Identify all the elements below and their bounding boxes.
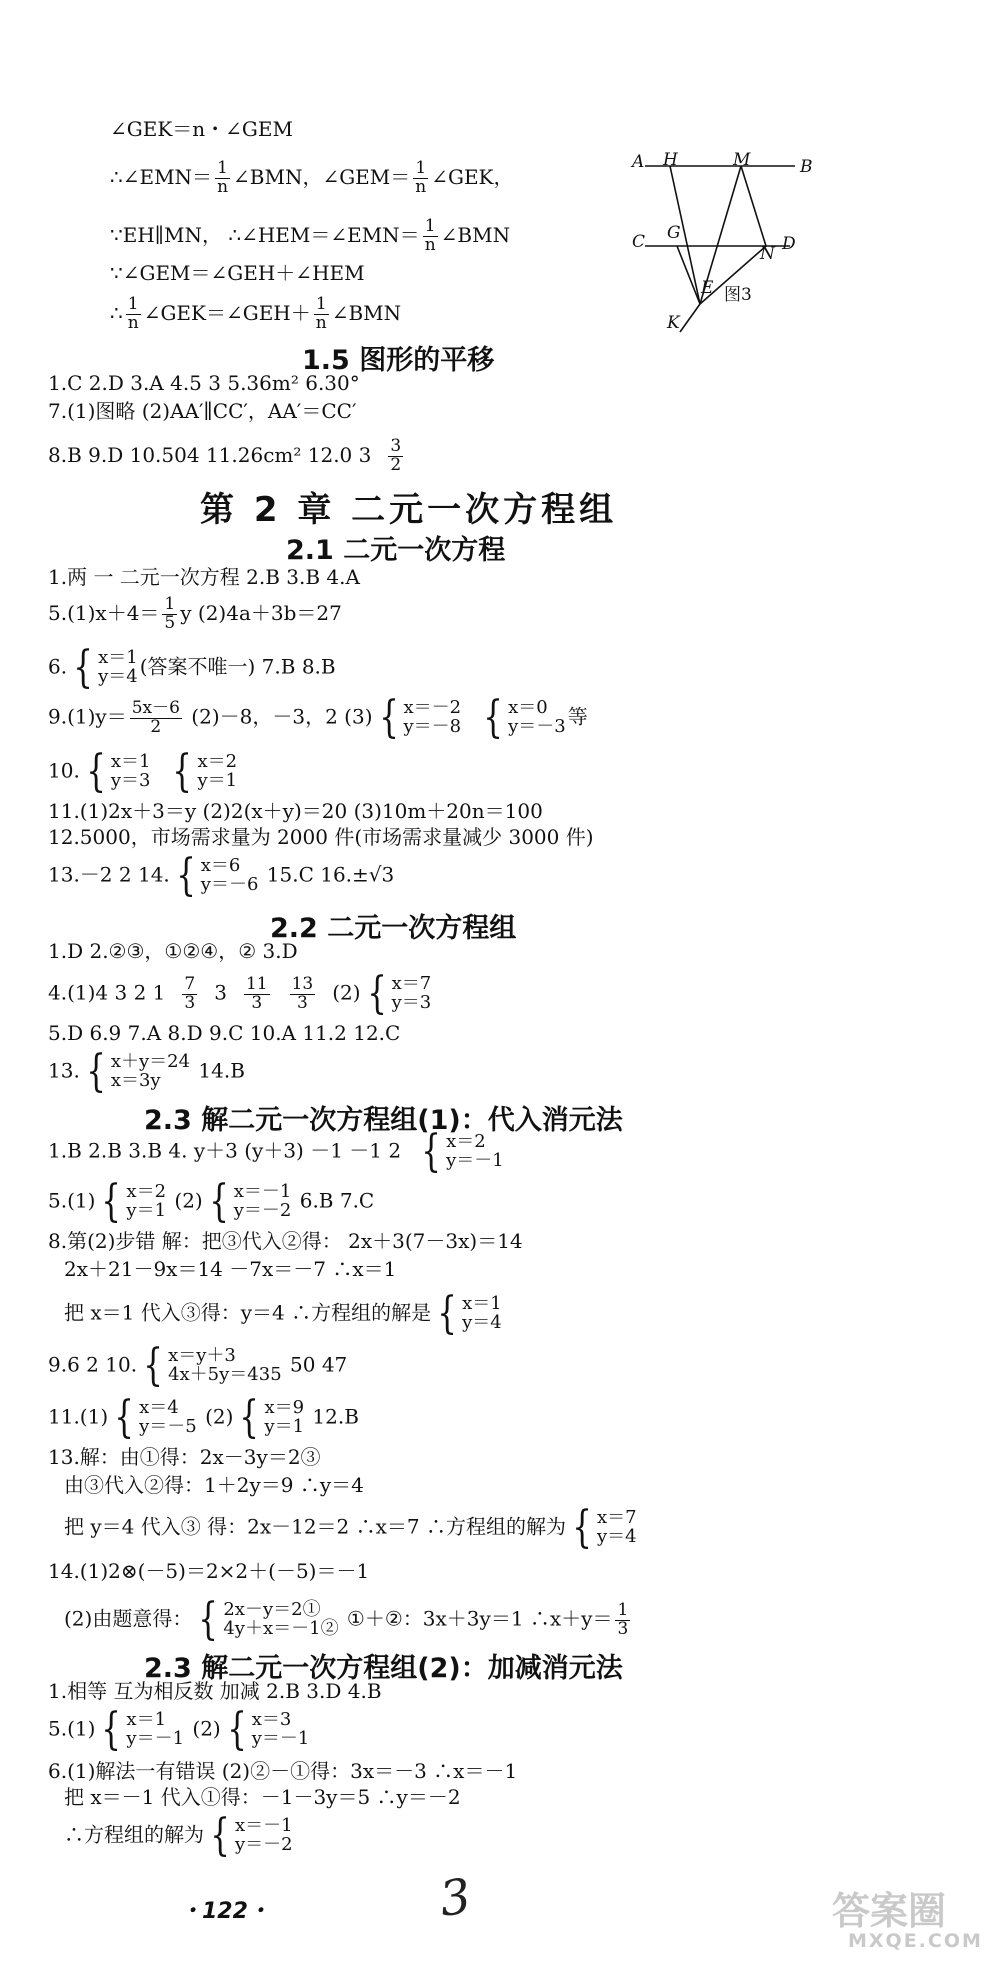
answer-line: 2x＋21－9x＝14 －7x＝－7 ∴x＝1 [64, 1257, 397, 1281]
page-number: ・122・ [180, 1899, 270, 1924]
answer-line: 1.B 2.B 3.B 4. y＋3 (y＋3) －1 －1 2 { x＝2 y＝－1 [48, 1126, 504, 1177]
answer-line: 10. { x＝1 y＝3 { x＝2 y＝1 [48, 746, 238, 797]
section-title-2-2: 2.2 二元一次方程组 [270, 913, 517, 944]
answer-line: 9.(1)y＝ $\frac{5x-6}{2}$ (2)－8，－3，2 (3) { x＝－2 y＝－8 { x＝0 y＝－3 等 [48, 692, 588, 743]
answer-line: 5.D 6.9 7.A 8.D 9.C 10.A 11.2 12.C [48, 1021, 401, 1045]
answer-line: 把 x＝1 代入③得：y＝4 ∴方程组的解是 { x＝1 y＝4 [64, 1288, 502, 1339]
proof-line-4: ∵∠GEM＝∠GEH＋∠HEM [110, 261, 365, 285]
figure-caption: 图3 [724, 285, 752, 305]
figure-label-a: A [632, 152, 645, 172]
figure-label-g: G [667, 223, 681, 243]
figure-label-k: K [667, 313, 680, 333]
section-title-2-1: 2.1 二元一次方程 [286, 535, 506, 566]
figure-label-e: E [701, 278, 714, 298]
watermark-url: MXQE.COM [848, 1930, 983, 1952]
answer-line: 11.(1) { x＝4 y＝－5 (2) { x＝9 y＝1 12.B [48, 1392, 359, 1443]
answer-line: 6.(1)解法一有错误 (2)②－①得：3x＝－3 ∴x＝－1 [48, 1759, 518, 1783]
figure-label-c: C [632, 232, 646, 252]
answer-line: ∴方程组的解为 { x＝－1 y＝－2 [64, 1810, 293, 1861]
answer-line: 1.C 2.D 3.A 4.5 3 5.36m² 6.30° [48, 371, 360, 395]
answer-line: 5.(1) { x＝1 y＝－1 (2) { x＝3 y＝－1 [48, 1704, 310, 1755]
line-mn [741, 166, 766, 246]
handwritten-mark: 3 [436, 1868, 475, 1928]
answer-line: 1.相等 互为相反数 加减 2.B 3.D 4.B [48, 1679, 382, 1703]
answer-line: 1.D 2.②③，①②④，② 3.D [48, 939, 298, 963]
proof-line-3: ∵EH∥MN， ∴∠HEM＝∠EMN＝ $\frac{1}{n}$ ∠BMN [110, 216, 511, 255]
answer-line: 13.解：由①得：2x－3y＝2③ [48, 1445, 321, 1469]
answer-line: 把 x＝－1 代入①得：－1－3y＝5 ∴y＝－2 [64, 1785, 461, 1809]
figure-label-d: D [782, 234, 796, 254]
figure-label-b: B [800, 157, 813, 177]
answer-line: 7.(1)图略 (2)AA′∥CC′，AA′＝CC′ [48, 399, 357, 423]
answer-line: 6. { x＝1 y＝4 (答案不唯一) 7.B 8.B [48, 642, 336, 693]
answer-line: (2)由题意得： { 2x－y＝2① 4y＋x＝－1② ①＋②：3x＋3y＝1 ∴x＋y＝ $\frac{1}{3}$ [64, 1594, 629, 1645]
answer-line: 5.(1) { x＝2 y＝1 (2) { x＝－1 y＝－2 6.B 7.C [48, 1176, 375, 1227]
line-ek [680, 304, 700, 332]
answer-line: 12.5000，市场需求量为 2000 件(市场需求量减少 3000 件) [48, 825, 594, 849]
answer-line: 13. { x＋y＝24 x＝3y 14.B [48, 1046, 245, 1097]
answer-line: 13.－2 2 14. { x＝6 y＝－6 15.C 16.±√3 [48, 850, 395, 901]
answer-line: 11.(1)2x＋3＝y (2)2(x＋y)＝20 (3)10m＋20n＝100 [48, 799, 543, 823]
answer-line: 5.(1)x＋4＝ $\frac{1}{5}$ y (2)4a＋3b＝27 [48, 594, 342, 633]
answer-line: 14.(1)2⊗(－5)＝2×2＋(－5)＝－1 [48, 1559, 370, 1583]
section-title-1-5: 1.5 图形的平移 [302, 345, 495, 376]
answer-line: 8.第(2)步错 解：把③代入②得： 2x＋3(7－3x)＝14 [48, 1229, 523, 1253]
chapter-title: 第 2 章 二元一次方程组 [200, 490, 618, 530]
figure-label-n: N [760, 244, 775, 264]
answer-line: 1.两 一 二元一次方程 2.B 3.B 4.A [48, 565, 360, 589]
figure-label-h: H [663, 150, 678, 170]
answer-line: 8.B 9.D 10.504 11.26cm² 12.0 3 $\frac{3}{2}$ [48, 436, 402, 475]
figure-label-m: M [733, 150, 751, 170]
answer-line: 由③代入②得：1＋2y＝9 ∴y＝4 [64, 1473, 364, 1497]
section-title-2-3-substitution: 2.3 解二元一次方程组(1)：代入消元法 [144, 1105, 623, 1136]
proof-line-5: ∴ $\frac{1}{n}$ ∠GEK＝∠GEH＋ $\frac{1}{n}$ ∠BMN [110, 294, 402, 333]
watermark-logo-text: 答案圈 [832, 1889, 947, 1933]
answer-line: 4.(1)4 3 2 1 $\frac{7}{3}$ 3 $\frac{11}{3}$ $\frac{13}{3}$ (2) { x＝7 y＝3 [48, 968, 432, 1019]
answer-line: 9.6 2 10. { x＝y＋3 4x＋5y＝435 50 47 [48, 1340, 348, 1391]
answer-line: 把 y＝4 代入③ 得：2x－12＝2 ∴x＝7 ∴方程组的解为 { x＝7 y＝4 [64, 1502, 637, 1553]
proof-line-2: ∴∠EMN＝ $\frac{1}{n}$ ∠BMN，∠GEM＝ $\frac{1}{n}$ ∠GEK， [110, 158, 514, 197]
proof-line-1: ∠GEK＝n・∠GEM [110, 117, 293, 141]
section-title-2-3-elimination: 2.3 解二元一次方程组(2)：加减消元法 [144, 1653, 623, 1684]
